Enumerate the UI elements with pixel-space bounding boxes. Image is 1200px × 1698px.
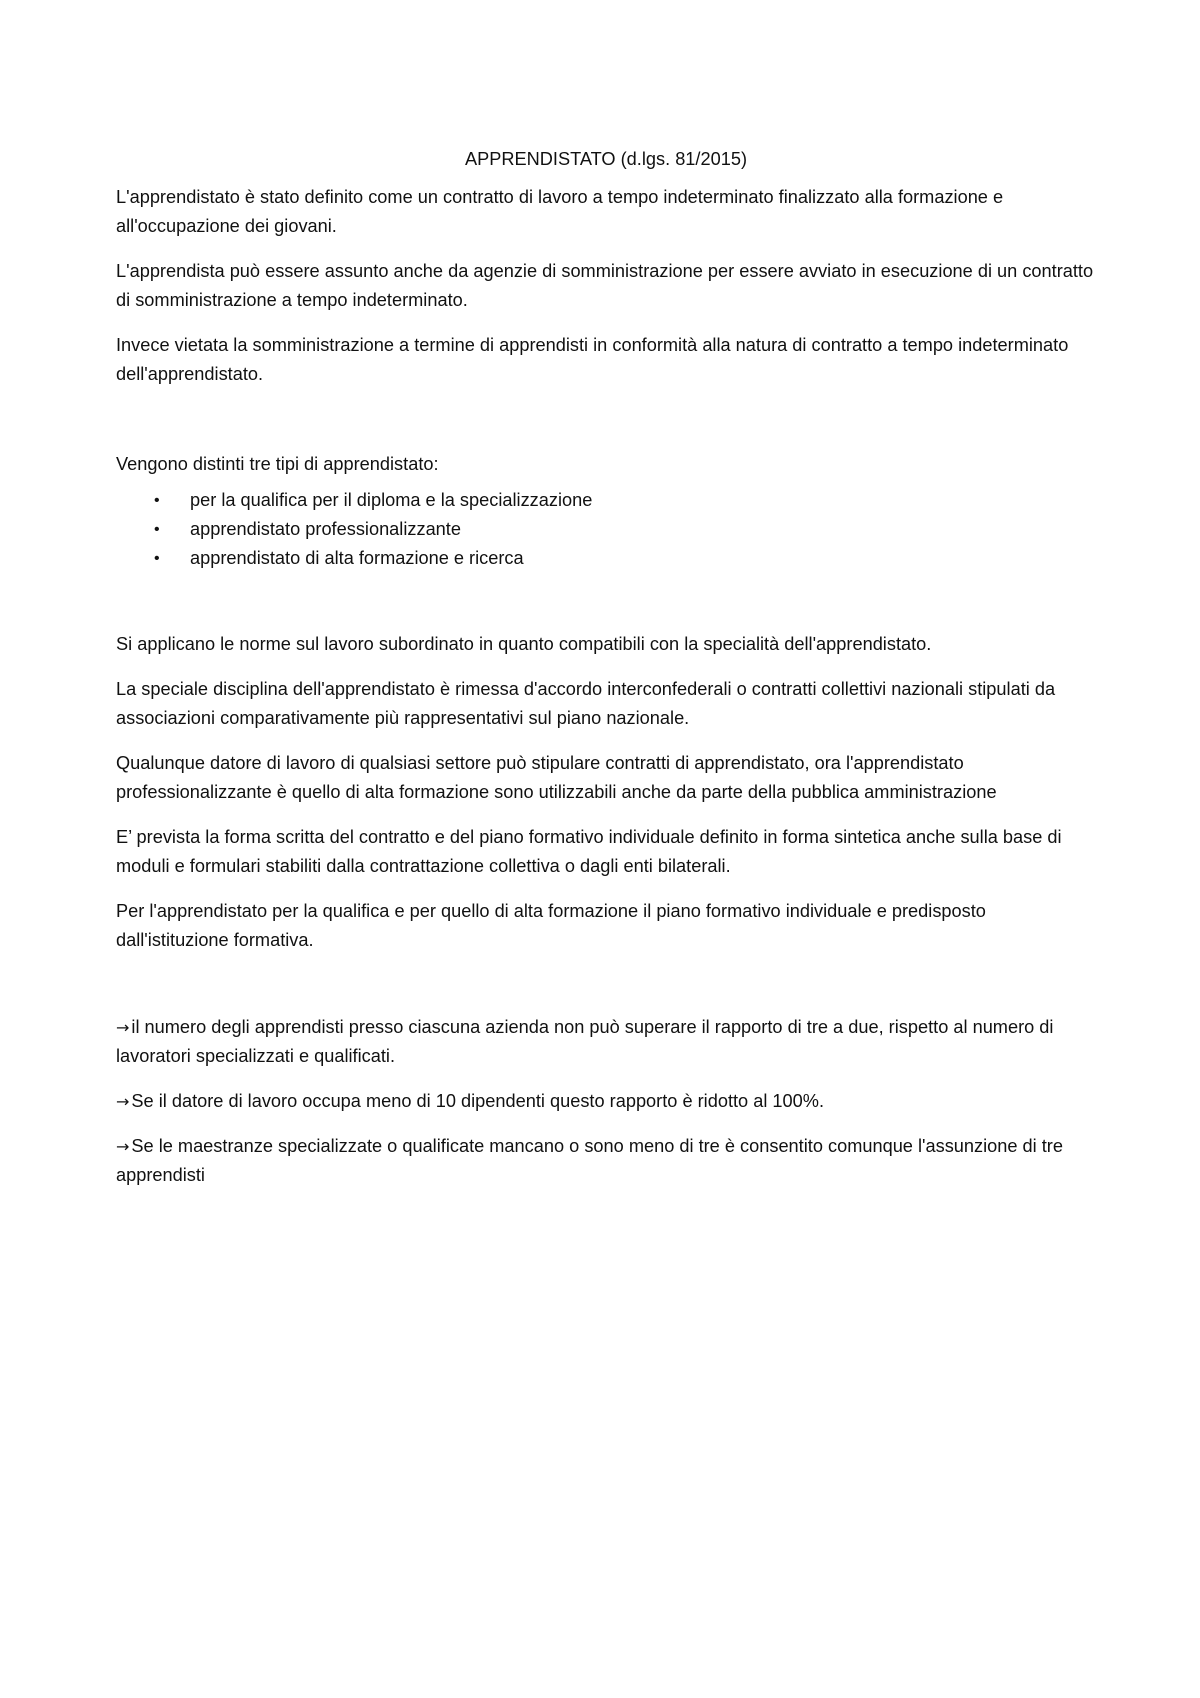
document-title: APPRENDISTATO (d.lgs. 81/2015) [464, 149, 747, 169]
paragraph-norme: Si applicano le norme sul lavoro subordinato in quanto compatibili con la specialità dell'apprendistato. [116, 634, 932, 654]
arrow-right-icon: → [116, 1092, 130, 1111]
paragraph-text: Se le maestranze specializzate o qualificate mancano o sono meno di tre è consentito comunque l'assunzione di tre apprendisti [116, 1136, 1063, 1185]
bullet-icon: • [154, 521, 160, 538]
spacer [116, 405, 1096, 450]
types-list [116, 486, 1096, 573]
paragraph-somministrazione: L'apprendista può essere assunto anche da agenzie di somministrazione per essere avviato in esecuzione di un contratto di somministrazione a tempo indeterminato. [116, 261, 1094, 310]
arrow-right-icon: → [116, 1137, 130, 1156]
bullet-icon: • [154, 550, 160, 567]
spacer [116, 971, 1096, 1013]
types-heading: Vengono distinti tre tipi di apprendistato: [116, 454, 439, 474]
paragraph-dipendenti [116, 1087, 1096, 1116]
paragraph-disciplina: La speciale disciplina dell'apprendistato è rimessa d'accordo interconfederali o contratti collettivi nazionali stipulati da associazioni comparativamente più rappresentativi sul piano nazionale. [116, 679, 1056, 728]
paragraph-maestranze [116, 1132, 1096, 1190]
paragraph-rapporto [116, 1013, 1096, 1071]
paragraph-text: il numero degli apprendisti presso ciascuna azienda non può superare il rapporto di tre a due, rispetto al numero di lavoratori specializzati e qualificati. [116, 1017, 1054, 1066]
arrow-right-icon: → [116, 1018, 130, 1037]
paragraph-definition: L'apprendistato è stato definito come un contratto di lavoro a tempo indeterminato finalizzato alla formazione e all'occupazione dei giovani. [116, 187, 1004, 236]
list-item-text: apprendistato di alta formazione e ricerca [190, 548, 524, 568]
paragraph-text: Se il datore di lavoro occupa meno di 10 dipendenti questo rapporto è ridotto al 100%. [131, 1091, 824, 1111]
list-item-text: apprendistato professionalizzante [190, 519, 461, 539]
list-item [116, 486, 1096, 515]
list-item [116, 515, 1096, 544]
paragraph-datore: Qualunque datore di lavoro di qualsiasi settore può stipulare contratti di apprendistato, ora l'apprendistato professionalizzante è quello di alta formazione sono utilizzabili anche da parte della pubblica amministrazione [116, 753, 997, 802]
document-content [116, 145, 1096, 1206]
paragraph-forma-scritta: E’ prevista la forma scritta del contratto e del piano formativo individuale definito in forma sintetica anche sulla base di moduli e formulari stabiliti dalla contrattazione collettiva o dagli enti bilaterali. [116, 827, 1062, 876]
bullet-icon: • [154, 492, 160, 509]
list-item-text: per la qualifica per il diploma e la specializzazione [190, 490, 593, 510]
list-item [116, 544, 1096, 573]
paragraph-piano-formativo: Per l'apprendistato per la qualifica e per quello di alta formazione il piano formativo individuale e predisposto dall'istituzione formativa. [116, 901, 986, 950]
spacer [116, 573, 1096, 630]
paragraph-divieto: Invece vietata la somministrazione a termine di apprendisti in conformità alla natura di contratto a tempo indeterminato dell'apprendistato. [116, 335, 1069, 384]
